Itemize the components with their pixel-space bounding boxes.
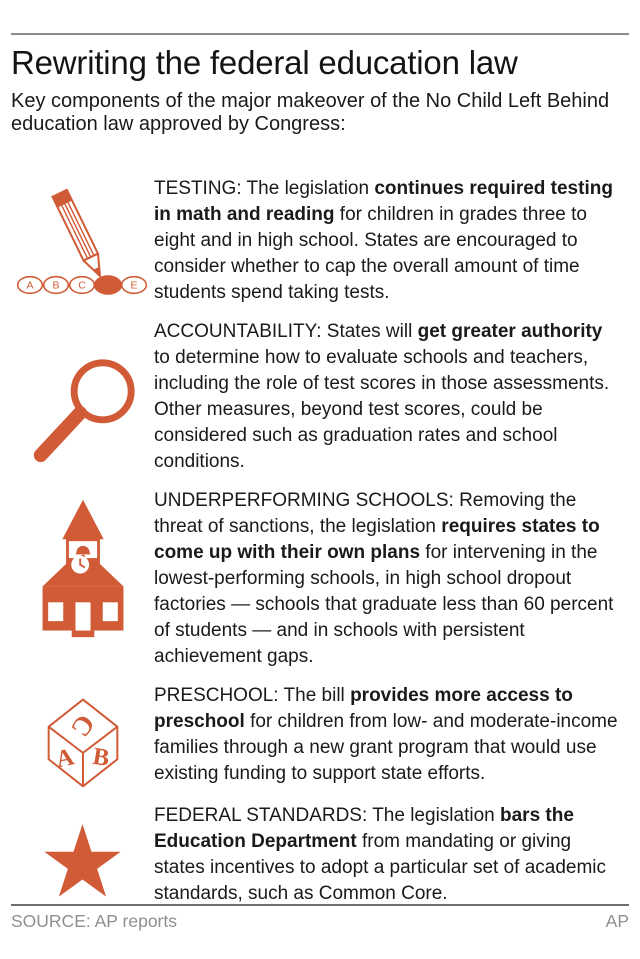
- page-subtitle: Key components of the major makeover of the No Child Left Behind education law approved by Congress:: [11, 90, 610, 135]
- block-letter-a: A: [52, 743, 76, 774]
- section-testing-text: TESTING: The legislation continues required testing in math and reading for children in grades three to eight and in high school. States are encouraged to consider whether to cap the overall amount of time students spend taking tests.: [154, 178, 613, 303]
- section-preschool: [11, 683, 629, 790]
- top-divider: [11, 33, 629, 35]
- bubble-a-label: A: [25, 279, 34, 292]
- source-credit: SOURCE: AP reports: [11, 911, 177, 931]
- schoolhouse-icon: [33, 496, 133, 639]
- section-underperforming-schools-text: UNDERPERFORMING SCHOOLS: Removing the threat of sanctions, the legislation requires states to come up with their own plans for intervening in the lowest-performing schools, in high school dropout factories — schools that graduate less than 60 percent of students — and in schools with persistent achievement gaps.: [154, 490, 614, 667]
- bubble-e-label: E: [129, 279, 138, 292]
- section-accountability: [11, 319, 629, 475]
- section-preschool-text: PRESCHOOL: The bill provides more access to preschool for children from low- and moderate-income families through a new grant program that would use existing funding to support state efforts.: [154, 685, 618, 784]
- pencil-answer-sheet-icon: [17, 178, 149, 300]
- page-title: Rewriting the federal education law: [11, 44, 518, 81]
- section-accountability-text: ACCOUNTABILITY: States will get greater authority to determine how to evaluate schools and teachers, including the role of test scores in those assessments. Other measures, beyond test scores, could be considered such as graduation rates and school conditions.: [154, 321, 610, 472]
- magnifying-glass-icon: [24, 344, 142, 472]
- star-icon: [29, 815, 136, 900]
- section-underperforming-schools: [11, 488, 629, 670]
- bubble-b-label: B: [51, 279, 60, 292]
- sections-list: [11, 176, 629, 907]
- block-letter-b: B: [90, 742, 111, 773]
- ap-credit: AP: [605, 911, 629, 931]
- section-federal-standards: [11, 803, 629, 907]
- alphabet-blocks-icon: [36, 695, 130, 790]
- bubble-c-label: C: [77, 279, 86, 292]
- section-testing: [11, 176, 629, 306]
- block-letter-c: C: [64, 709, 101, 743]
- section-federal-standards-text: FEDERAL STANDARDS: The legislation bars the Education Department from mandating or giving states incentives to adopt a particular set of academic standards, such as Common Core.: [154, 805, 607, 904]
- footer: [11, 904, 629, 932]
